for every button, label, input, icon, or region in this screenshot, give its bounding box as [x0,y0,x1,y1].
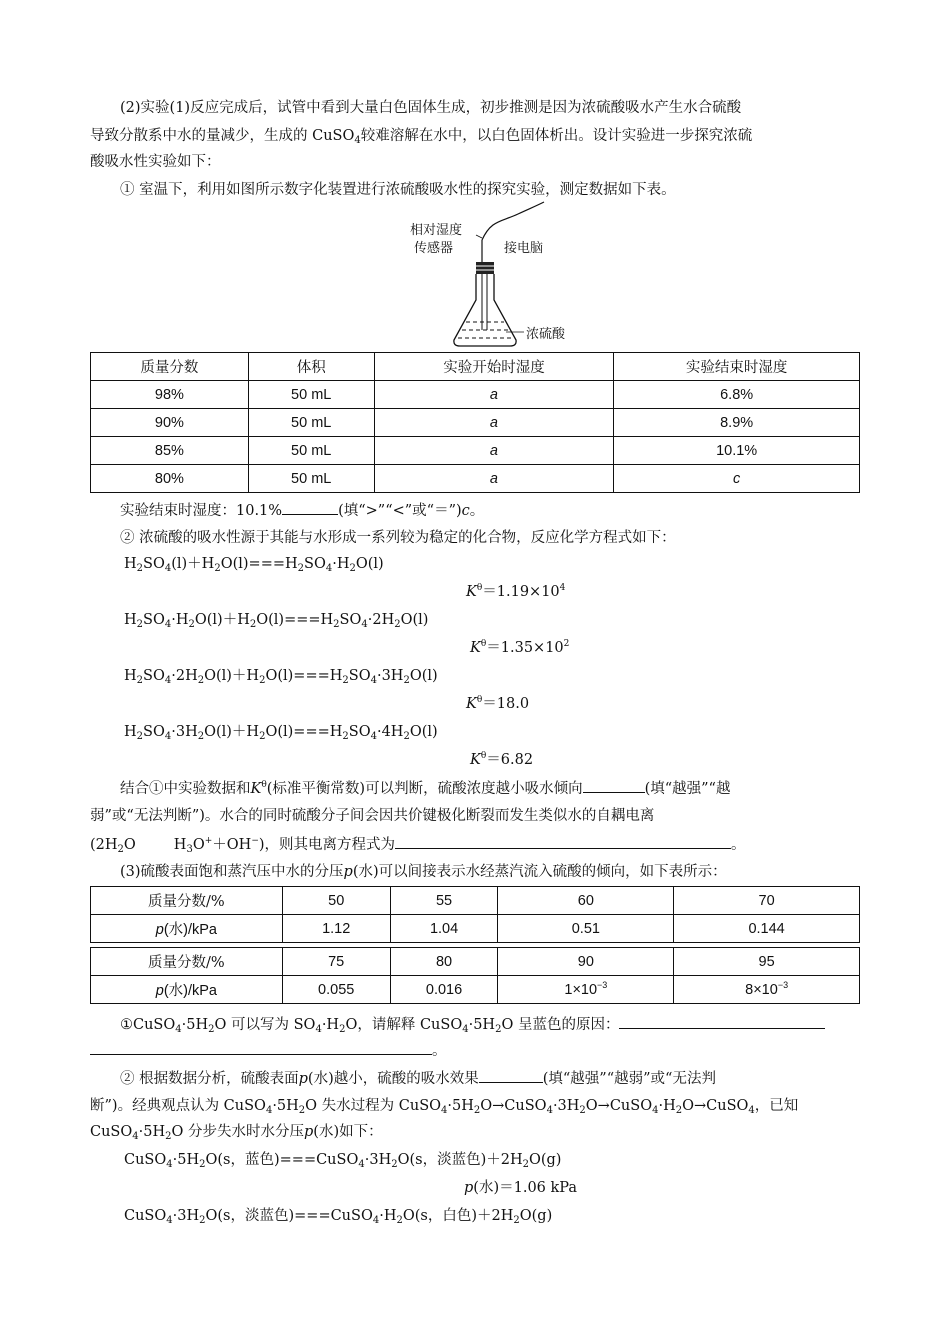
k-value-2 [470,638,569,658]
q-text: ·5H [181,1017,209,1033]
italic-a: a [489,386,498,403]
q-text: ·5H [172,1152,200,1168]
q-text: O(s，蓝色)===CuSO [205,1152,359,1168]
exp: −3 [597,979,608,990]
italic-a: a [489,414,498,431]
table-cell: 85% [91,437,249,465]
table-header-row [91,353,860,381]
exp: −3 [777,979,789,990]
p-symbol: p [155,922,164,938]
q-text: O(s，淡蓝色)===CuSO [205,1208,373,1224]
table-cell [614,465,860,493]
q-text: (填“越强”“越弱”或“无法判 [542,1071,716,1087]
row-label: 质量分数/% [91,948,283,976]
q-text: 。 [731,837,746,853]
k-symbol: K [470,752,481,768]
table-row [91,915,860,943]
q1-text-d: 。 [469,503,485,519]
table-cell: 0.51 [498,915,674,943]
table-cell [498,976,674,1004]
row-label [91,976,283,1004]
blue-color-reason-blank-2[interactable] [90,1040,432,1055]
q-text: ·3H [172,1208,200,1224]
q-text: ·3H [552,1098,580,1114]
q-text: (水)越小，硫酸的吸水效果 [307,1071,479,1087]
table-cell: 98% [91,381,249,409]
q-text: (水)如下： [313,1124,383,1140]
label-acid: 浓硫酸 [526,327,566,342]
table-row [91,887,860,915]
q-text: (3)硫酸表面饱和蒸汽压中水的分压 [120,864,344,880]
q-text: 。 [432,1043,447,1059]
q-text: O→CuSO [480,1098,547,1114]
q-text: (2H [90,837,118,853]
humidity-table [90,352,860,493]
vapor-pressure-table-1 [90,886,860,943]
intro-line-1: (2)实验(1)反应完成后，试管中看到大量白色固体生成，初步推测是因为浓硫酸吸水产生水合硫酸 [120,100,742,116]
part2-intro: ② 浓硫酸的吸水性源于其能与水形成一系列较为稳定的化合物，反应化学方程式如下： [120,530,676,546]
table-row [91,409,860,437]
q1-line [120,500,484,521]
table-cell: 8.9% [614,409,860,437]
absorption-effect-blank[interactable] [479,1068,543,1083]
table-cell: 1.12 [282,915,390,943]
q-text: O 可以写为 SO [214,1017,316,1033]
q-text: CuSO [124,1208,167,1224]
table-cell: 1.04 [390,915,498,943]
p-symbol: p [464,1180,474,1196]
table-cell: 10.1% [614,437,860,465]
label-computer: 接电脑 [504,241,544,256]
table-cell: 75 [282,948,390,976]
q-text: O [123,837,136,853]
part3-intro [120,862,727,882]
q-text: (填“越强”“越 [644,781,731,797]
table-cell [374,465,614,493]
table-header-cell: 实验开始时湿度 [374,353,614,381]
equation-2: $H_2SO_4\cdot H_2O(l)+H_2O(l)===H_2SO_4\cdot 2H_2O(l)$ [124,612,429,630]
equation-4: $H_2SO_4\cdot 3H_2O(l)+H_2O(l)===H_2SO_4\cdot 4H_2O(l)$ [124,724,438,742]
table-header-cell: 体积 [248,353,374,381]
q-text: 结合①中实验数据和 [120,781,251,797]
equation-3: $H_2SO_4\cdot 2H_2O(l)+H_2O(l)===H_2SO_4\cdot 3H_2O(l)$ [124,668,438,686]
table-cell: 50 mL [248,437,374,465]
intro-line-3: 酸吸水性实验如下： [90,154,221,170]
table-row [91,465,860,493]
table-row [91,948,860,976]
k-theta: θ [480,751,487,761]
table-cell: 70 [674,887,860,915]
k-value-text: ＝1.35×10 [486,640,564,656]
q-text: ·H [658,1098,676,1114]
table-cell: 95 [674,948,860,976]
intro-line-4: ① 室温下，利用如图所示数字化装置进行浓硫酸吸水性的探究实验，测定数据如下表。 [120,182,676,198]
intro-line-2 [90,126,752,146]
table-header-cell: 质量分数 [91,353,249,381]
q-text: ＋OH [212,837,252,853]
part3-q1-line: $①CuSO_4\cdot 5H_2O$ 可以写为 $SO_4\cdot H_2O$，请解释 $CuSO_4\cdot 5H_2O$ 呈蓝色的原因： [120,1014,825,1035]
p-symbol: p [298,1071,308,1087]
table-cell: 50 mL [248,381,374,409]
q-text: (水)可以间接表示水经蒸汽流入硫酸的倾向，如下表所示： [352,864,727,880]
table-cell: 0.055 [282,976,390,1004]
table-cell: 6.8% [614,381,860,409]
k-symbol: K [250,781,262,797]
flask-apparatus-figure [396,200,596,350]
table-header-cell: 实验结束时湿度 [614,353,860,381]
q-text: ·3H [364,1152,392,1168]
table-row [91,381,860,409]
table-cell [674,976,860,1004]
table-cell: 80 [390,948,498,976]
table-cell: 0.016 [390,976,498,1004]
erlenmeyer-flask-icon [454,274,516,346]
label-sensor-2: 传感器 [414,241,454,256]
q-text: CuSO [90,1124,133,1140]
k-value-text: ＝18.0 [482,696,530,712]
k-symbol: K [466,584,477,600]
table-cell [374,381,614,409]
q-text: CuSO [124,1152,167,1168]
q-text: ·5H [447,1098,474,1114]
part2-question-line-3: ($2H_2O$ $H_3O^++OH^-$)，则其电离方程式为 。 [90,836,746,855]
sensor-leader-line [476,235,482,238]
part2-question-line-1 [120,778,730,799]
p-symbol: p [155,983,164,999]
table-cell: 90 [498,948,674,976]
k-theta: θ [476,583,483,593]
q1-text-b: (填“>”“<”或“＝”) [338,503,462,519]
k-exp: 2 [563,639,570,649]
q1-text-a: 实验结束时湿度：10.1% [120,503,283,519]
q-text: (水)/kPa [163,983,217,999]
q-text: 断”)。经典观点认为 CuSO [90,1098,266,1114]
intro-line-2-a: 导致分散系中水的量减少，生成的 CuSO [90,128,355,144]
k-value-text: ＝1.19×10 [482,584,560,600]
table-cell: 80% [91,465,249,493]
part3-q2-line-2: 断”)。经典观点认为 $CuSO_4\cdot 5H_2O$ 失水过程为 $CuSO_4\cdot 5H_2O\to CuSO_4\cdot 3H_2O\to CuSO_4\cdot H_2O\to CuSO_4$，已知 [90,1098,799,1116]
cable-icon [482,202,544,240]
q-text: O [192,837,205,853]
p-symbol: p [304,1124,314,1140]
k-theta: θ [480,639,487,649]
q-text: ② 根据数据分析，硫酸表面 [120,1071,299,1087]
q-text: O→CuSO [585,1098,653,1114]
q1-answer-blank[interactable] [282,500,338,515]
q1-c: c [461,503,470,519]
row-label: 质量分数/% [91,887,283,915]
q-text: − [251,836,259,846]
q-text: ①CuSO [120,1017,176,1033]
k-value-3 [466,694,529,714]
q-text: O 分步失水时水分压 [171,1124,304,1140]
part2-question-line-2: 弱”或“无法判断”)。水合的同时硫酸分子间会因共价键极化断裂而发生类似水的自耦电离 [90,808,655,824]
italic-a: a [489,470,498,487]
stopper-icon [476,262,494,274]
q-text: (水)/kPa [163,922,217,938]
q-text: O 失水过程为 CuSO [305,1098,442,1114]
italic-c: c [733,470,741,487]
sub-4: 4 [354,135,361,146]
part3-q2-line-3: $CuSO_4\cdot 5H_2O$ 分步失水时水分压p(水)如下： [90,1124,383,1142]
table-cell: 60 [498,887,674,915]
tendency-answer-blank[interactable] [583,778,645,793]
table-row [91,437,860,465]
table-cell: 50 [282,887,390,915]
table-cell: 50 mL [248,465,374,493]
part3-q2-line-1 [120,1068,716,1089]
table-cell: 0.144 [674,915,860,943]
q-text: )，则其电离方程式为 [258,837,396,853]
table-cell: 50 mL [248,409,374,437]
table-row [91,976,860,1004]
k-value-text: ＝6.82 [486,752,534,768]
q-text: O 呈蓝色的原因： [501,1017,620,1033]
table-cell [374,437,614,465]
q-text: O(g) [528,1152,562,1168]
q-text: ，已知 [754,1098,799,1114]
vapor-pressure-table-2 [90,947,860,1004]
q-text: ·H [321,1017,340,1033]
q-text: ·5H [468,1017,496,1033]
part3-q1-line-2 [90,1040,447,1061]
q-text: O(g) [519,1208,553,1224]
q-text: 1×10 [564,981,598,998]
blue-color-reason-blank[interactable] [619,1014,825,1029]
k-exp: 4 [559,583,566,593]
p-symbol: p [343,864,353,880]
k-theta: θ [261,780,267,790]
italic-a: a [489,442,498,459]
intro-line-2-b: 较难溶解在水中，以白色固体析出。设计实验进一步探究浓硫 [360,128,753,144]
row-label [91,915,283,943]
q-text: O，请解释 CuSO [345,1017,463,1033]
ionization-equation-blank[interactable] [395,834,731,849]
table-cell [374,409,614,437]
k-symbol: K [466,696,477,712]
k-symbol: K [470,640,481,656]
k-value-4 [470,750,533,770]
q-text: (水)＝1.06 kPa [473,1180,578,1196]
equation-1: $H_2SO_4(l)+H_2O(l)===H_2SO_4\cdot H_2O(l)$ [124,556,384,574]
water-partial-pressure [464,1178,577,1198]
q-text: O(s，白色)＋2H [402,1208,514,1224]
dehydration-equation-1: $CuSO_4\cdot 5H_2O(s$，蓝色)$===CuSO_4\cdot 3H_2O(s$，淡蓝色)$+2H_2O(g)$ [124,1152,562,1170]
q-text: H [173,837,187,853]
table-cell: 90% [91,409,249,437]
q-text: (标准平衡常数)可以判断，硫酸浓度越小吸水倾向 [266,781,583,797]
q-text: O(s，淡蓝色)＋2H [397,1152,523,1168]
table-cell: 55 [390,887,498,915]
dehydration-equation-2: $CuSO_4\cdot 3H_2O(s$，淡蓝色)$===CuSO_4\cdot H_2O(s$，白色)$+2H_2O(g)$ [124,1208,553,1226]
q-text: ·H [379,1208,397,1224]
q-text: O→CuSO [682,1098,749,1114]
q-text: 8×10 [745,981,778,998]
k-theta: θ [476,695,483,705]
q-text: ·5H [272,1098,299,1114]
k-value-1 [466,582,565,602]
q-text: ·5H [138,1124,166,1140]
label-sensor-1: 相对湿度 [410,223,463,238]
